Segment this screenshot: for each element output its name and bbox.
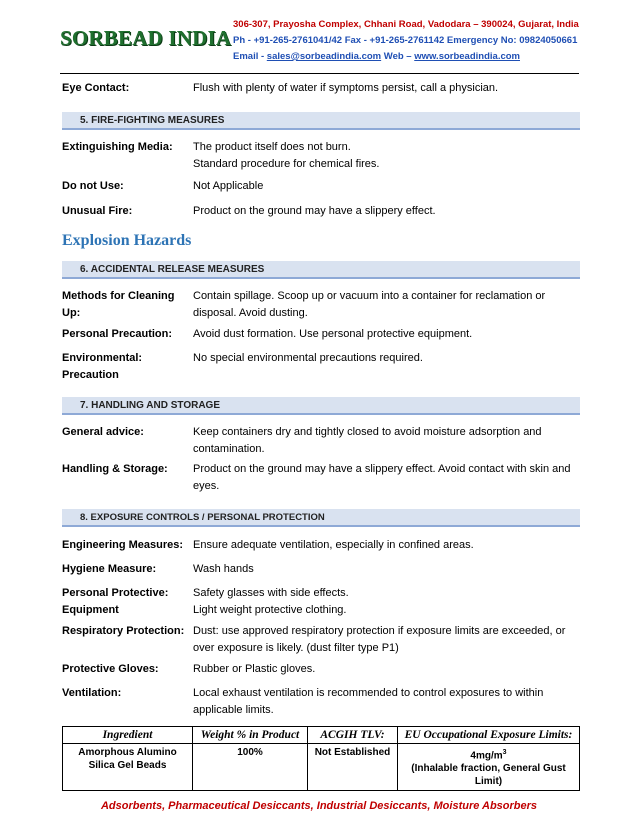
cell-line: [400, 746, 577, 762]
row-value: Flush with plenty of water if symptoms persist, call a physician.: [193, 82, 499, 94]
header-divider: [60, 73, 579, 74]
row-label: [62, 350, 192, 384]
table-row: [63, 744, 580, 791]
row-value: Wash hands: [193, 563, 254, 575]
row-label: Do not Use:: [62, 180, 124, 192]
column-header: Weight % in Product: [193, 727, 308, 744]
section-title: 7. HANDLING AND STORAGE: [80, 400, 221, 411]
row-label: Ventilation:: [62, 687, 122, 699]
row-value: Not Applicable: [193, 180, 264, 192]
section-5-header: [62, 112, 580, 130]
value-line: Dust: use approved respiratory protection if exposure limits are exceeded, or: [193, 625, 566, 637]
row-label: Extinguishing Media:: [62, 141, 173, 153]
section-8-header: [62, 509, 580, 527]
section-title: 8. EXPOSURE CONTROLS / PERSONAL PROTECTION: [80, 512, 325, 523]
row-label: Hygiene Measure:: [62, 563, 157, 575]
value-line: Safety glasses with side effects.: [193, 587, 349, 599]
company-logo: SORBEAD INDIA: [60, 26, 232, 50]
row-value: Rubber or Plastic gloves.: [193, 663, 316, 675]
row-label: Handling & Storage:: [62, 463, 168, 475]
value-line: Product on the ground may have a slippery effect. Avoid contact with skin and: [193, 463, 571, 475]
label-line: Personal Protective:: [62, 587, 169, 599]
tlv-cell: Not Established: [308, 744, 398, 791]
section-title: 5. FIRE-FIGHTING MEASURES: [80, 115, 225, 126]
row-value: [193, 685, 578, 719]
row-value: No special environmental precautions required.: [193, 352, 423, 364]
label-line: Equipment: [62, 604, 119, 616]
value-line: Keep containers dry and tightly closed to avoid moisture adsorption and: [193, 426, 542, 438]
column-header: ACGIH TLV:: [308, 727, 398, 744]
row-label: Eye Contact:: [62, 82, 130, 94]
cell-line: Amorphous Alumino: [78, 747, 177, 758]
header-address: 306-307, Prayosha Complex, Chhani Road, Vadodara – 390024, Gujarat, India: [233, 19, 579, 30]
footer-tagline: Adsorbents, Pharmaceutical Desiccants, Industrial Desiccants, Moisture Absorbers: [100, 800, 538, 812]
row-value: [193, 288, 578, 322]
email-link[interactable]: sales@sorbeadindia.com: [266, 51, 382, 62]
value-line: Contain spillage. Scoop up or vacuum into a container for reclamation or: [193, 290, 546, 302]
label-line: Environmental:: [62, 352, 143, 364]
header-contact: [233, 17, 633, 65]
row-label: Unusual Fire:: [62, 205, 133, 217]
section-7-header: [62, 397, 580, 415]
column-header: EU Occupational Exposure Limits:: [398, 727, 580, 744]
web-link[interactable]: www.sorbeadindia.com: [414, 51, 520, 62]
header-email-web: [233, 49, 633, 65]
row-value: [193, 585, 578, 619]
row-label: Engineering Measures:: [62, 539, 184, 551]
value-line: Local exhaust ventilation is recommended to control exposures to within: [193, 687, 544, 699]
eu-limit-cell: [398, 744, 580, 791]
row-value: Ensure adequate ventilation, especially in confined areas.: [193, 539, 474, 551]
weight-cell: 100%: [193, 744, 308, 791]
value-line: eyes.: [193, 480, 220, 492]
ingredient-cell: [63, 744, 193, 791]
row-label: [62, 585, 192, 619]
email-label: Email -: [233, 51, 267, 62]
value-line: over exposure is likely. (dust filter type P1): [193, 642, 399, 654]
value-line: contamination.: [193, 443, 265, 455]
row-value: [193, 424, 578, 458]
cell-line: Limit): [474, 776, 503, 788]
web-label: Web –: [381, 51, 415, 62]
eu-value: 4mg/m: [470, 750, 503, 762]
ingredient-table: [62, 726, 580, 791]
cell-line: (Inhalable fraction, General Gust: [411, 763, 566, 775]
header-phone: Ph - +91-265-2761041/42 Fax - +91-265-2761142 Emergency No: 09824050661: [233, 35, 578, 46]
row-label: Respiratory Protection:: [62, 625, 185, 637]
row-value: Avoid dust formation. Use personal protective equipment.: [193, 328, 473, 340]
row-value: Product on the ground may have a slippery effect.: [193, 205, 436, 217]
section-title: 6. ACCIDENTAL RELEASE MEASURES: [80, 264, 265, 275]
row-label: Personal Precaution:: [62, 328, 173, 340]
column-header: Ingredient: [63, 727, 193, 744]
section-6-header: [62, 261, 580, 279]
row-value: [193, 461, 578, 495]
value-line: The product itself does not burn.: [193, 141, 351, 153]
row-value: [193, 139, 578, 173]
value-line: disposal. Avoid dusting.: [193, 307, 308, 319]
row-value: [193, 623, 578, 657]
row-label: Methods for Cleaning Up:: [62, 290, 175, 319]
row-label: General advice:: [62, 426, 144, 438]
table-header-row: [63, 727, 580, 744]
superscript: 3: [502, 749, 507, 756]
value-line: applicable limits.: [193, 704, 274, 716]
explosion-hazards-title: Explosion Hazards: [62, 232, 192, 249]
value-line: Light weight protective clothing.: [193, 604, 347, 616]
label-line: Precaution: [62, 369, 119, 381]
row-label: Protective Gloves:: [62, 663, 159, 675]
value-line: Standard procedure for chemical fires.: [193, 158, 380, 170]
cell-line: Silica Gel Beads: [88, 760, 167, 771]
